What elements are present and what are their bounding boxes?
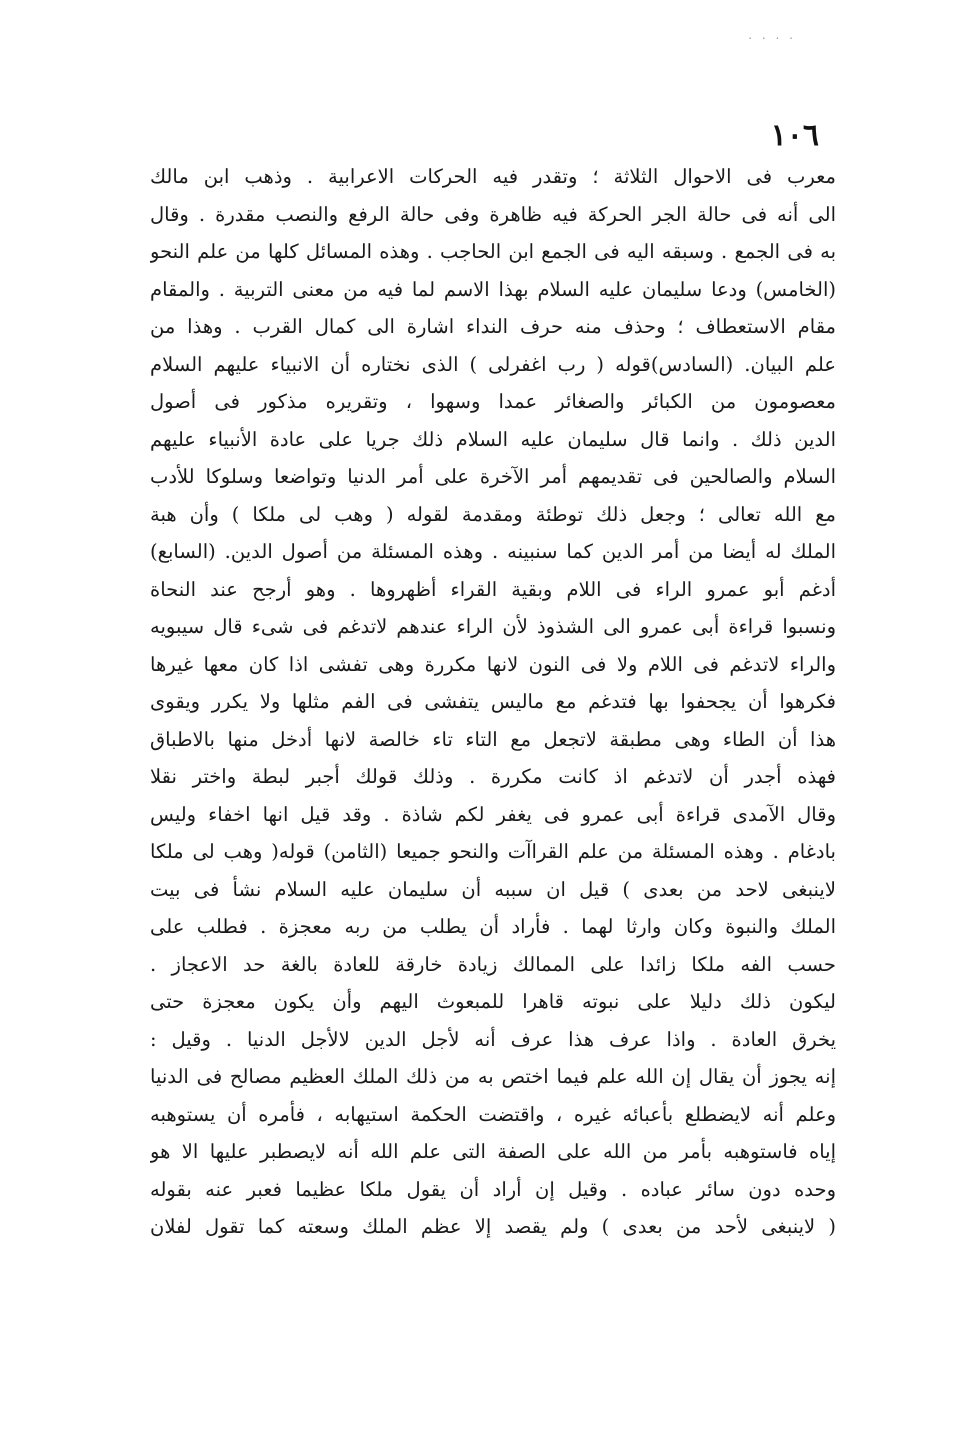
- text-line: فهذه أجدر أن لاتدغم اذ كانت مكررة . وذلك قولك أجبر لبطة واختر نقلا: [150, 765, 836, 788]
- text-line: والراء لاتدغم فى اللام ولا فى النون لانها مكررة وهى تفشى اذا كان معها غيرها: [150, 652, 836, 676]
- text-line: أدغم أبو عمرو الراء فى اللام وبقية القراء أظهروها . وهو أرجح عند النحاة: [150, 577, 836, 601]
- text-line: بادغام . وهذه المسئلة من علم القراآت والنحو جميعا (الثامن) قوله( وهب لى ملكا: [150, 840, 836, 863]
- text-line: (الخامس) ودعا سليمان عليه السلام بهذا الاسم لما فيه من معنى التربية . والمقام: [150, 277, 836, 301]
- text-line: السلام والصالحين فى تقديمهم أمر الآخرة على أمر الدنيا وتواضعا وسلوكا للأدب: [150, 465, 836, 488]
- text-line: الملك والنبوة وكان وارثا لهما . فأراد أن يطلب من ربه معجزة . فطلب على: [150, 915, 836, 938]
- text-line: وحده دون سائر عباده . وقيل إن أراد أن يقول ملكا عظيما فعبر عنه بقوله: [150, 1177, 836, 1201]
- text-line: مقام الاستعطاف ؛ وحذف منه حرف النداء اشارة الى كمال القرب . وهذا من: [150, 315, 836, 338]
- corner-mark: . . . .: [748, 28, 796, 42]
- text-line: لاينبغى لاحد من بعدى ) قيل ان سببه أن سليمان عليه السلام نشأ فى بيت: [150, 877, 836, 901]
- text-line: هذا أن الطاء وهى مطبقة لاتجعل مع التاء تاء خالصة لانها أدخل منها بالاطباق: [150, 727, 836, 751]
- text-line: معصومون من الكبائر والصغائر عمدا وسهوا ، وتقريره مذكور فى أصول: [150, 390, 836, 413]
- text-line: فكرهوا أن يجحفوا بها فتدغم مع ماليس يتفشى فى الفم مثلها ولا يكرر ويقوى: [150, 690, 836, 713]
- text-line: إنه يجوز أن يقال إن الله علم فيما اختص به من ذلك الملك العظيم مصالح فى الدنيا: [150, 1065, 836, 1088]
- text-line: به فى الجمع . وسبقه اليه فى الجمع ابن الحاجب . وهذه المسائل كلها من علم النحو: [150, 240, 836, 263]
- text-line: علم البيان. (السادس)قوله ( رب اغفرلى ) الذى نختاره أن الانبياء عليهم السلام: [150, 352, 836, 376]
- text-line: الملك له أيضا من أمر الدين كما سنبينه . وهذه المسئلة من أصول الدين. (السابع): [150, 540, 836, 563]
- text-line: ونسبوا قراءة أبى عمرو الى الشذوذ لأن الراء عندهم لاتدغم فى شىء قال سيبويه: [150, 615, 836, 638]
- text-line: معرب فى الاحوال الثلاثة ؛ وتقدر فيه الحركات الاعرابية . وذهب ابن مالك: [150, 165, 836, 188]
- page-number: ١٠٦: [770, 118, 819, 153]
- text-line: وقال الآمدى قراءة أبى عمرو فى يغفر لكم شاذة . وقد قيل انها اخفاء وليس: [150, 802, 836, 826]
- text-line: وعلم أنه لايضطلع بأعبائه غيره ، واقتضت الحكمة استيهابه ، فأمره أن يستوهبه: [150, 1102, 836, 1126]
- text-line: يخرق العادة . واذا عرف هذا عرف أنه لأجل الدين لالأجل الدنيا . وقيل :: [150, 1027, 836, 1051]
- text-line: ليكون ذلك دليلا على نبوته قاهرا للمبعوث اليهم وأن يكون معجزة حتى: [150, 990, 836, 1013]
- text-line: مع الله تعالى ؛ وجعل ذلك توطئة ومقدمة لقوله ( وهب لى ملكا ) وأن هبة: [150, 502, 836, 526]
- text-line: إياه فاستوهبه بأمر من الله على الصفة التى علم الله أنه لايصطبر عليها الا هو: [150, 1140, 836, 1163]
- body-text: [150, 158, 836, 1246]
- text-line: الدين ذلك . وانما قال سليمان عليه السلام ذلك جريا على عادة الأنبياء عليهم: [150, 427, 836, 451]
- text-line: الى أنه فى حالة الجر الحركة فيه ظاهرة وفى حالة الرفع والنصب مقدرة . وقال: [150, 202, 836, 226]
- text-line: ( لاينبغى لأحد من بعدى ) ولم يقصد إلا عظم الملك وسعته كما تقول لفلان: [150, 1215, 836, 1238]
- text-line: حسب الفه ملكا زائدا على الممالك زيادة خارقة للعادة بالغة حد الاعجاز .: [150, 952, 836, 976]
